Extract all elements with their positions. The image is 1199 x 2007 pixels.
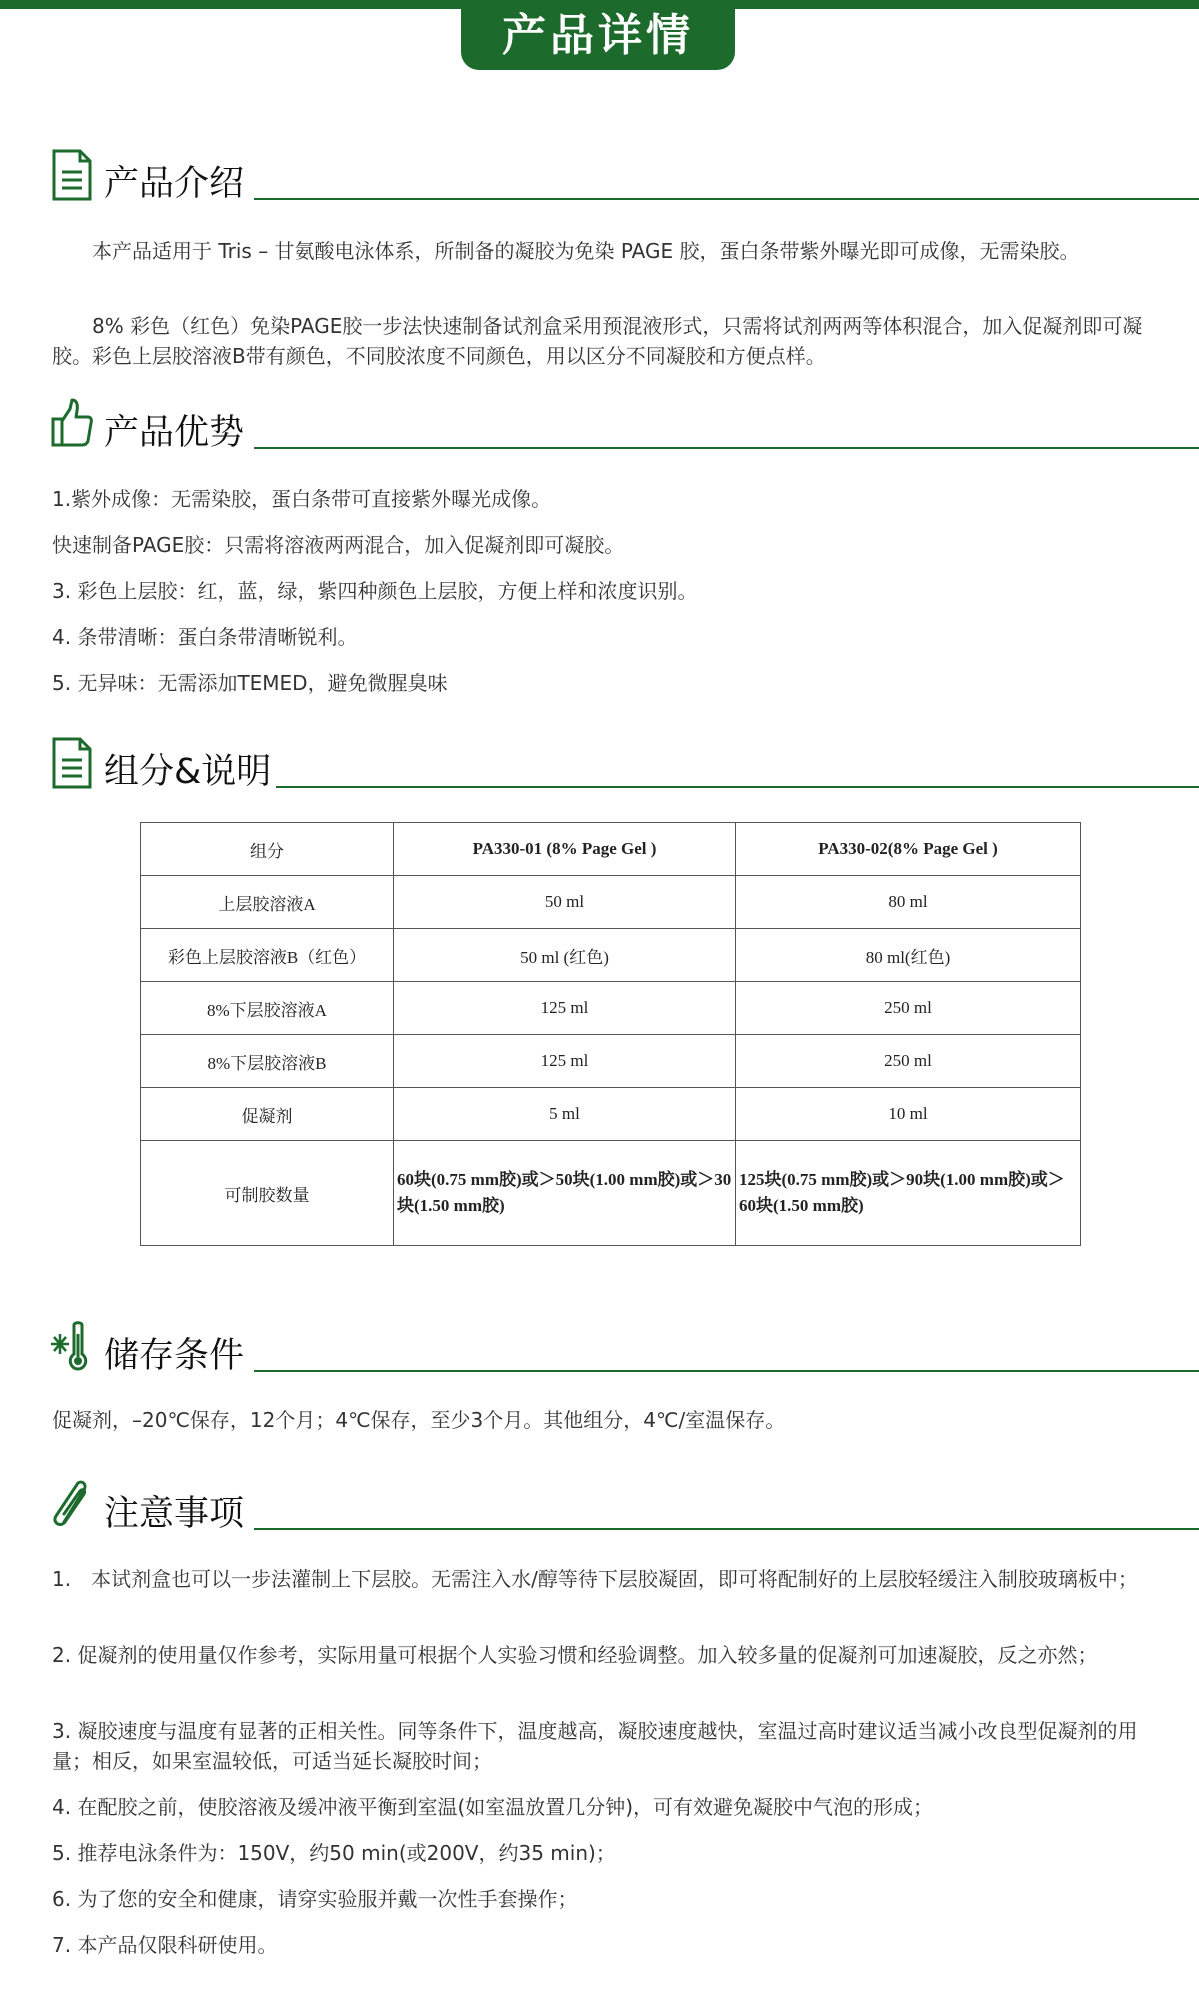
section-title-components: 组分&说明: [104, 752, 272, 792]
table-row: [141, 876, 1081, 929]
table-cell: 彩色上层胶溶液B（红色）: [141, 929, 394, 982]
table-header-row: [141, 823, 1081, 876]
section-rule: [254, 1528, 1199, 1530]
table-header-cell: PA330-02(8% Page Gel ): [736, 823, 1081, 876]
table-header-cell: PA330-01 (8% Page Gel ): [394, 823, 736, 876]
table-cell: 80 ml: [736, 876, 1081, 929]
table-cell: 50 ml: [394, 876, 736, 929]
table-cell: 10 ml: [736, 1088, 1081, 1141]
table-cell: 250 ml: [736, 982, 1081, 1035]
section-title-notes: 注意事项: [104, 1494, 245, 1534]
table-cell: 促凝剂: [141, 1088, 394, 1141]
intro-paragraph-2: 8% 彩色（红色）免染PAGE胶一步法快速制备试剂盒采用预混液形式，只需将试剂两两等体积混合，加入促凝剂即可凝胶。彩色上层胶溶液B带有颜色，不同胶浓度不同颜色，用以区分不同凝胶和方便点样。: [52, 314, 1143, 368]
thumbs-up-icon: [50, 397, 94, 451]
thermometer-snowflake-icon: [50, 1320, 94, 1374]
advantage-item: 快速制备PAGE胶：只需将溶液两两混合，加入促凝剂即可凝胶。: [52, 533, 625, 557]
note-item: 4. 在配胶之前，使胶溶液及缓冲液平衡到室温(如室温放置几分钟)，可有效避免凝胶中气泡的形成；: [52, 1795, 934, 1819]
advantage-item: 5. 无异味：无需添加TEMED，避免微腥臭味: [52, 671, 448, 695]
note-item: 6. 为了您的安全和健康，请穿实验服并戴一次性手套操作；: [52, 1887, 578, 1911]
note-item: 7. 本产品仅限科研使用。: [52, 1933, 278, 1957]
table-cell: 250 ml: [736, 1035, 1081, 1088]
section-title-advantages: 产品优势: [104, 413, 245, 453]
components-table: [140, 822, 1081, 1246]
note-item: 2. 促凝剂的使用量仅作参考，实际用量可根据个人实验习惯和经验调整。加入较多量的促凝剂可加速凝胶，反之亦然；: [52, 1643, 1098, 1667]
section-title-intro: 产品介绍: [104, 164, 245, 204]
table-row: [141, 1088, 1081, 1141]
table-cell: 上层胶溶液A: [141, 876, 394, 929]
table-cell: 80 ml(红色): [736, 929, 1081, 982]
note-item: 1. 本试剂盒也可以一步法灌制上下层胶。无需注入水/醇等待下层胶凝固，即可将配制好的上层胶轻缓注入制胶玻璃板中；: [52, 1567, 1138, 1591]
document-icon: [50, 148, 94, 202]
intro-paragraph-1: 本产品适用于 Tris – 甘氨酸电泳体系，所制备的凝胶为免染 PAGE 胶，蛋白条带紫外曝光即可成像，无需染胶。: [92, 239, 1080, 263]
table-row: [141, 982, 1081, 1035]
section-header-notes: [50, 1478, 1199, 1538]
document-icon: [50, 736, 94, 790]
advantage-item: 3. 彩色上层胶：红，蓝，绿，紫四种颜色上层胶，方便上样和浓度识别。: [52, 579, 698, 603]
section-rule: [254, 447, 1199, 449]
table-cell: 8%下层胶溶液B: [141, 1035, 394, 1088]
table-row: [141, 1141, 1081, 1246]
section-title-storage: 储存条件: [104, 1336, 245, 1376]
note-item: 3. 凝胶速度与温度有显著的正相关性。同等条件下，温度越高，凝胶速度越快，室温过高时建议适当减小改良型促凝剂的用量；相反，如果室温较低，可适当延长凝胶时间；: [52, 1719, 1138, 1773]
table-cell: 8%下层胶溶液A: [141, 982, 394, 1035]
note-item: 5. 推荐电泳条件为：150V，约50 min(或200V，约35 min)；: [52, 1841, 616, 1865]
table-row: [141, 929, 1081, 982]
table-cell: 125 ml: [394, 982, 736, 1035]
advantage-item: 4. 条带清晰：蛋白条带清晰锐利。: [52, 625, 358, 649]
section-rule: [276, 786, 1199, 788]
table-cell: 50 ml (红色): [394, 929, 736, 982]
section-header-intro: [50, 148, 1199, 208]
paperclip-icon: [50, 1478, 94, 1532]
section-rule: [254, 1370, 1199, 1372]
section-header-components: [50, 736, 1199, 796]
table-cell: 可制胶数量: [141, 1141, 394, 1246]
storage-text: 促凝剂，–20℃保存，12个月；4℃保存，至少3个月。其他组分，4℃/室温保存。: [52, 1408, 786, 1432]
section-header-advantages: [50, 397, 1199, 457]
table-header-cell: 组分: [141, 823, 394, 876]
table-cell: 5 ml: [394, 1088, 736, 1141]
table-cell: 125块(0.75 mm胶)或＞90块(1.00 mm胶)或＞60块(1.50 mm胶): [736, 1141, 1081, 1246]
section-rule: [254, 198, 1199, 200]
table-cell: 60块(0.75 mm胶)或＞50块(1.00 mm胶)或＞30块(1.50 mm胶): [394, 1141, 736, 1246]
table-cell: 125 ml: [394, 1035, 736, 1088]
table-row: [141, 1035, 1081, 1088]
page-title: 产品详情: [502, 10, 694, 61]
advantage-item: 1.紫外成像：无需染胶，蛋白条带可直接紫外曝光成像。: [52, 487, 552, 511]
section-header-storage: [50, 1320, 1199, 1380]
